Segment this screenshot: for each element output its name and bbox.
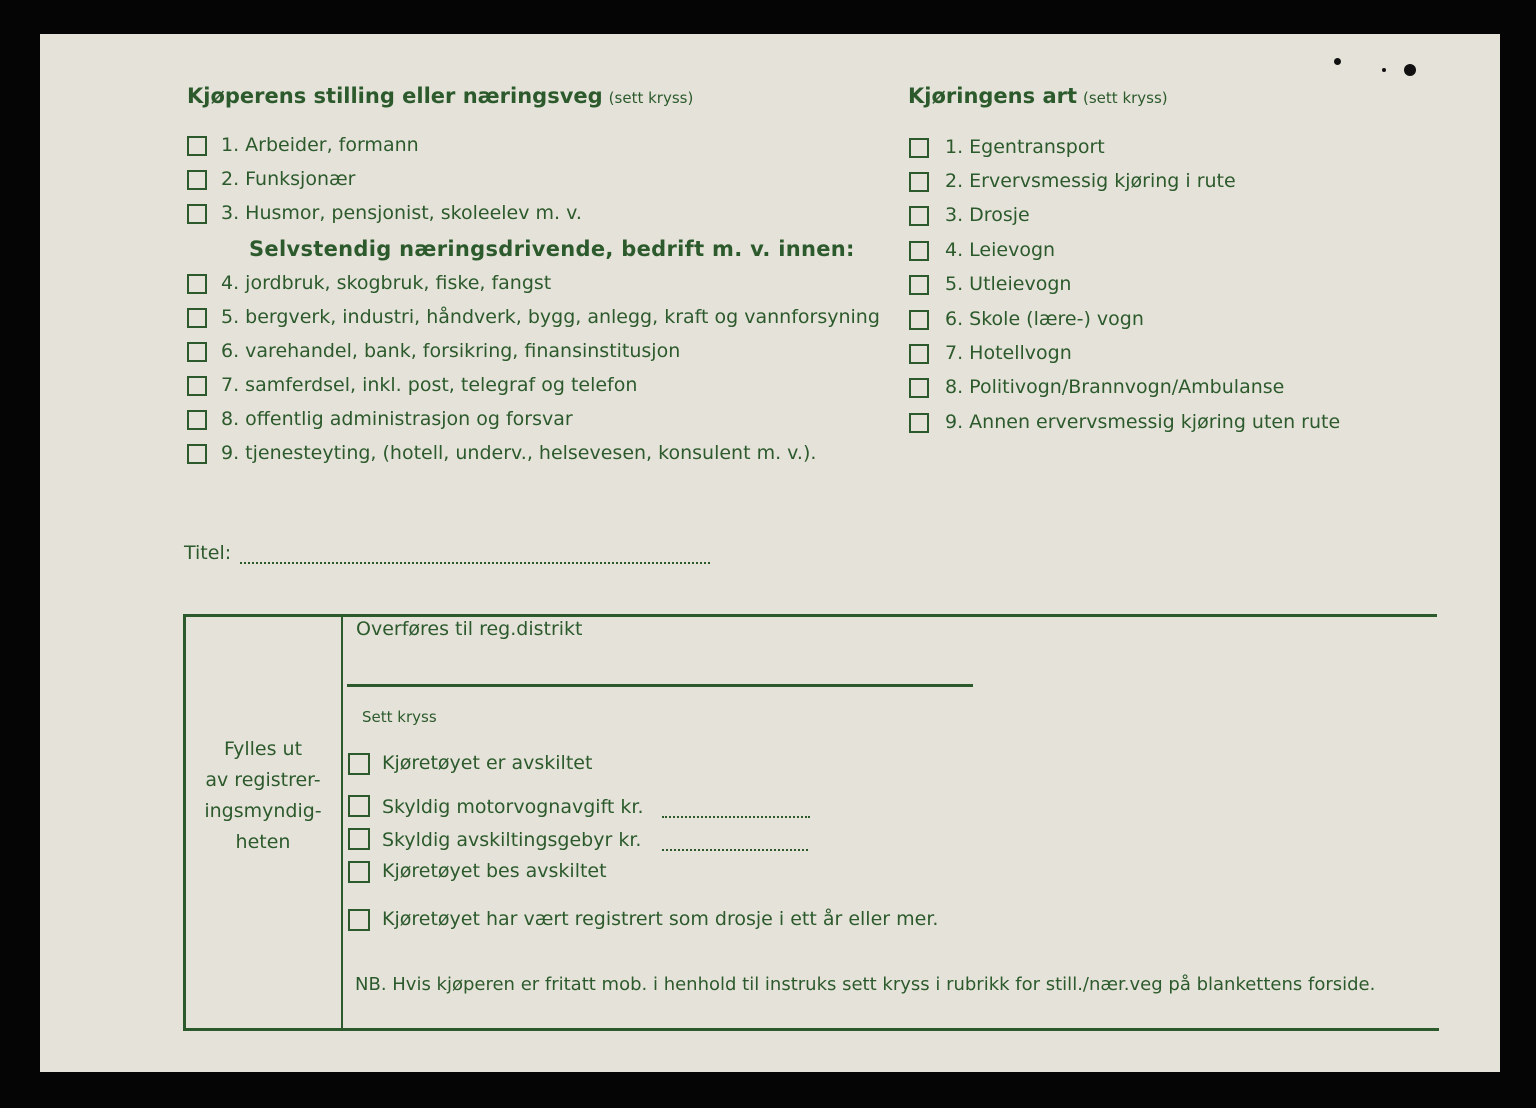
occupation-label-9: 9. tjenesteyting, (hotell, underv., helsevesen, konsulent m. v.). [221,442,817,464]
occupation-label-4: 4. jordbruk, skogbruk, fiske, fangst [221,272,552,294]
occupation-checkbox-4[interactable] [187,274,207,294]
title-label: Titel: [184,542,232,564]
driving-label-3: 3. Drosje [945,204,1030,226]
buyer-occupation-heading-note: (sett kryss) [608,89,694,107]
occupation-label-5: 5. bergverk, industri, håndverk, bygg, anlegg, kraft og vannforsyning [221,306,880,328]
ink-speck [1404,64,1416,76]
driving-checkbox-2[interactable] [909,172,929,192]
nb-note: NB. Hvis kjøperen er fritatt mob. i henhold til instruks sett kryss i rubrikk for still./nær.veg på blankettens forside. [355,974,1376,995]
driving-checkbox-3[interactable] [909,206,929,226]
request-deregister-label: Kjøretøyet bes avskiltet [382,860,607,882]
driving-checkbox-7[interactable] [909,344,929,364]
deregistration-fee-amount-line[interactable] [662,849,808,851]
occupation-label-8: 8. offentlig administrasjon og forsvar [221,408,573,430]
driving-checkbox-9[interactable] [909,413,929,433]
box-bottom-border [183,1028,1439,1031]
occupation-checkbox-9[interactable] [187,444,207,464]
occupation-label-3: 3. Husmor, pensjonist, skoleelev m. v. [221,202,582,224]
deregistered-checkbox[interactable] [348,753,370,775]
driving-checkbox-6[interactable] [909,310,929,330]
driving-label-9: 9. Annen ervervsmessig kjøring uten rute [945,411,1341,433]
deregistered-label: Kjøretøyet er avskiltet [382,752,593,774]
form-page [40,34,1500,1072]
occupation-checkbox-1[interactable] [187,136,207,156]
driving-label-6: 6. Skole (lære-) vogn [945,308,1144,330]
title-input-line[interactable] [240,562,710,564]
occupation-checkbox-3[interactable] [187,204,207,224]
ink-speck [1382,68,1386,72]
buyer-occupation-heading-text: Kjøperens stilling eller næringsveg [187,84,603,108]
vehicle-tax-amount-line[interactable] [662,816,810,818]
box-top-border [183,614,1437,617]
self-employed-subheading: Selvstendig næringsdrivende, bedrift m. v. innen: [249,237,855,261]
occupation-checkbox-2[interactable] [187,170,207,190]
buyer-occupation-heading [187,84,693,108]
driving-checkbox-8[interactable] [909,378,929,398]
driving-label-8: 8. Politivogn/Brannvogn/Ambulanse [945,376,1285,398]
driving-label-1: 1. Egentransport [945,136,1105,158]
occupation-label-7: 7. samferdsel, inkl. post, telegraf og telefon [221,374,638,396]
check-note: Sett kryss [362,708,437,726]
request-deregister-checkbox[interactable] [348,861,370,883]
occupation-checkbox-7[interactable] [187,376,207,396]
authority-label-line-4: heten [235,831,291,853]
vehicle-tax-label: Skyldig motorvognavgift kr. [382,796,644,818]
vehicle-tax-checkbox[interactable] [348,795,370,817]
driving-label-5: 5. Utleievogn [945,273,1072,295]
occupation-label-2: 2. Funksjonær [221,168,356,190]
deregistration-fee-checkbox[interactable] [348,828,370,850]
driving-type-heading-text: Kjøringens art [908,84,1078,108]
driving-label-7: 7. Hotellvogn [945,342,1072,364]
driving-checkbox-5[interactable] [909,275,929,295]
ink-speck [1334,58,1341,65]
authority-side-label [190,734,336,858]
authority-label-line-2: av registrer- [205,769,321,791]
transfer-label: Overføres til reg.distrikt [356,618,583,640]
driving-checkbox-4[interactable] [909,241,929,261]
transfer-underline [347,684,973,687]
driving-label-4: 4. Leievogn [945,239,1056,261]
driving-type-heading-note: (sett kryss) [1083,89,1168,107]
taxi-registered-checkbox[interactable] [348,909,370,931]
occupation-label-6: 6. varehandel, bank, forsikring, finansinstitusjon [221,340,681,362]
driving-checkbox-1[interactable] [909,138,929,158]
authority-label-line-3: ingsmyndig- [204,800,322,822]
driving-type-heading [908,84,1168,108]
box-left-border [183,614,186,1031]
box-divider [341,614,343,1031]
occupation-checkbox-5[interactable] [187,308,207,328]
occupation-label-1: 1. Arbeider, formann [221,134,419,156]
driving-label-2: 2. Ervervsmessig kjøring i rute [945,170,1236,192]
deregistration-fee-label: Skyldig avskiltingsgebyr kr. [382,829,642,851]
authority-label-line-1: Fylles ut [223,738,303,760]
taxi-registered-label: Kjøretøyet har vært registrert som drosje i ett år eller mer. [382,908,939,930]
occupation-checkbox-6[interactable] [187,342,207,362]
occupation-checkbox-8[interactable] [187,410,207,430]
